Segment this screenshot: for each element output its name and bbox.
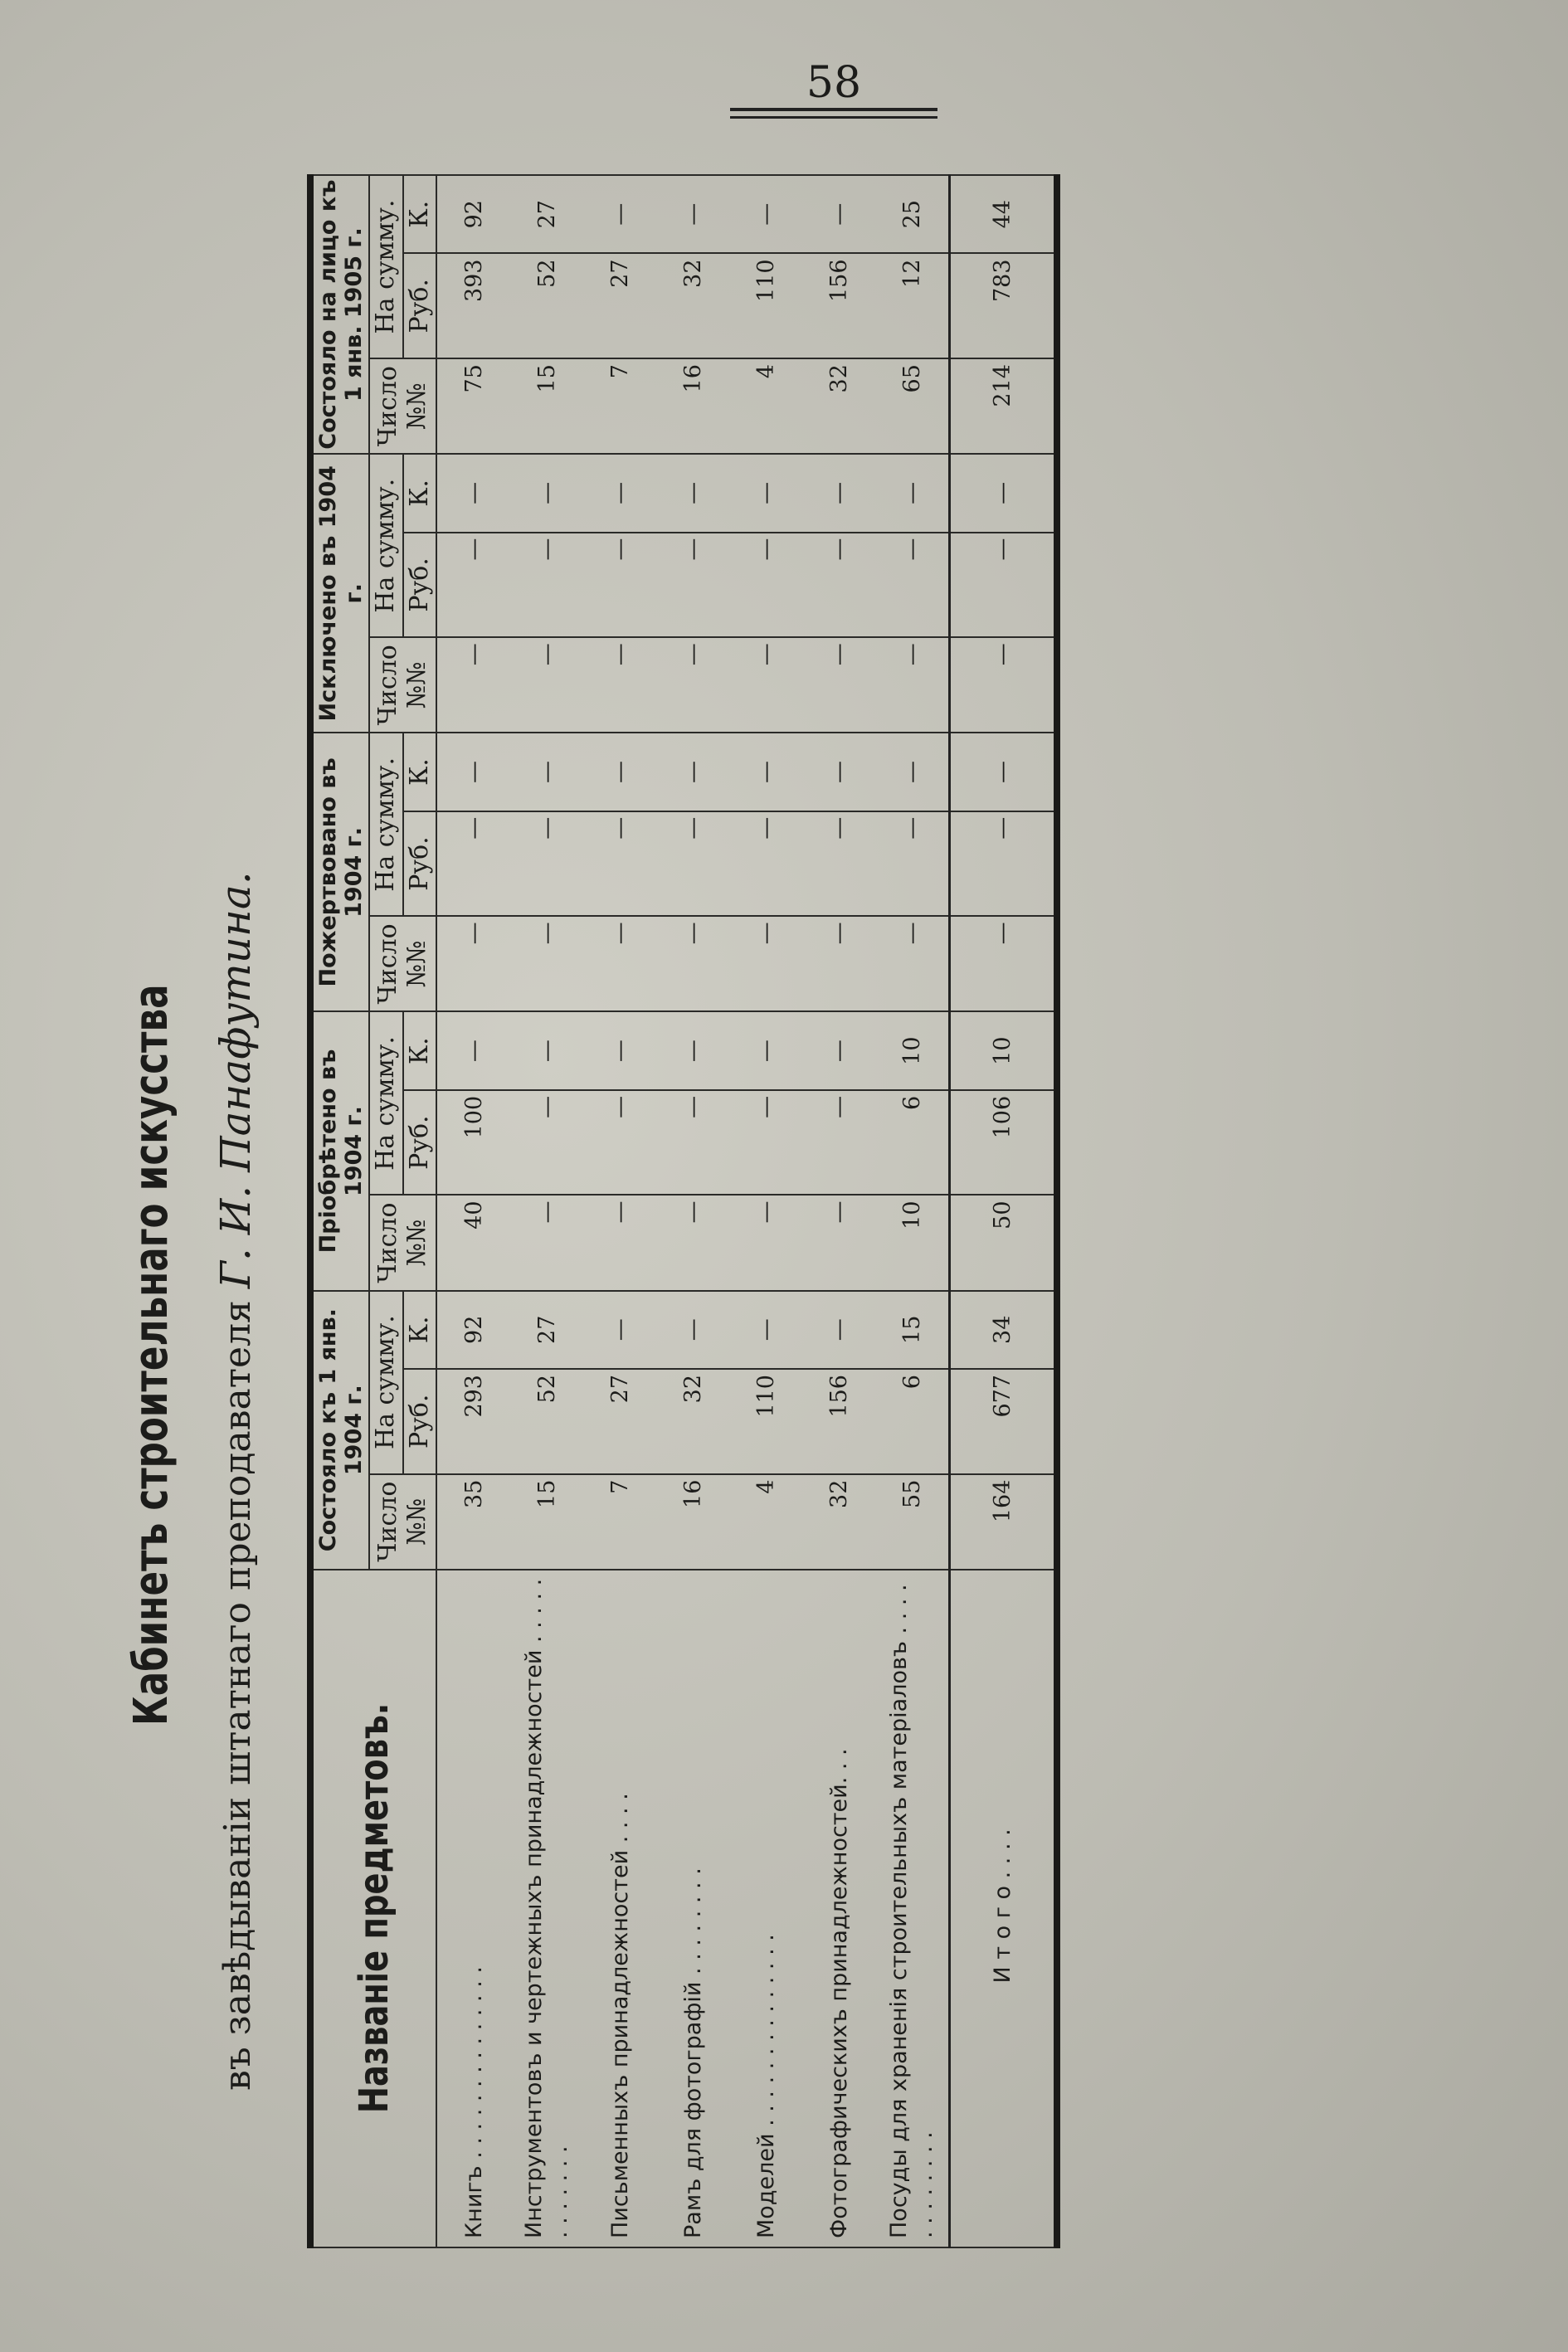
table-cell: — xyxy=(510,454,583,532)
table-cell: 110 xyxy=(729,253,802,358)
page-number-rule xyxy=(730,116,937,119)
group-header: Исключено въ 1904 г. xyxy=(310,454,369,733)
table-cell: — xyxy=(510,733,583,811)
table-cell: — xyxy=(802,454,875,532)
table-cell: — xyxy=(802,811,875,917)
table-cell: — xyxy=(436,637,510,733)
table-cell: 34 xyxy=(950,1291,1058,1369)
table-cell: — xyxy=(510,637,583,733)
table-cell: 677 xyxy=(950,1369,1058,1474)
table-cell: — xyxy=(656,916,729,1011)
table-cell: 25 xyxy=(875,175,950,253)
table-cell: 10 xyxy=(950,1011,1058,1089)
table-cell: — xyxy=(436,533,510,638)
table-cell: 32 xyxy=(656,1369,729,1474)
table-cell: 27 xyxy=(583,1369,656,1474)
table-cell: 164 xyxy=(950,1474,1058,1570)
sum-header: На сумму. xyxy=(369,454,403,637)
table-cell: — xyxy=(729,454,802,532)
table-cell: — xyxy=(436,454,510,532)
group-header: Состояло къ 1 янв. 1904 г. xyxy=(310,1291,369,1570)
table-cell: — xyxy=(950,533,1058,638)
table-cell: — xyxy=(583,916,656,1011)
table-cell: — xyxy=(656,175,729,253)
kop-header: К. xyxy=(403,454,437,532)
table-row xyxy=(510,175,583,2247)
table-cell: — xyxy=(802,1011,875,1089)
table-cell: 106 xyxy=(950,1090,1058,1195)
page-title: Кабинетъ строительнаго искусства xyxy=(124,984,178,1726)
table-cell: 52 xyxy=(510,253,583,358)
table-cell: — xyxy=(802,175,875,253)
table-cell: 15 xyxy=(875,1291,950,1369)
table-cell: — xyxy=(950,733,1058,811)
table-cell: — xyxy=(729,733,802,811)
table-cell: — xyxy=(729,533,802,638)
page-number: 58 xyxy=(806,58,862,108)
table-cell: 10 xyxy=(875,1011,950,1089)
rub-header: Руб. xyxy=(403,533,437,638)
table-cell: — xyxy=(583,175,656,253)
table-cell: — xyxy=(950,454,1058,532)
table-cell: — xyxy=(802,733,875,811)
sum-header: На сумму. xyxy=(369,175,403,358)
table-cell: — xyxy=(729,916,802,1011)
table-cell: — xyxy=(656,1195,729,1290)
page-subtitle xyxy=(212,348,260,2091)
table-cell: — xyxy=(802,916,875,1011)
table-cell: 4 xyxy=(729,1474,802,1570)
table-cell: — xyxy=(802,1090,875,1195)
table-cell: 92 xyxy=(436,175,510,253)
table-cell: 40 xyxy=(436,1195,510,1290)
table-cell: 393 xyxy=(436,253,510,358)
table-cell: — xyxy=(583,1195,656,1290)
subtitle-text: въ завѣдываніи штатнаго преподавателя xyxy=(217,1300,259,2091)
table-cell: — xyxy=(583,454,656,532)
table-cell: 16 xyxy=(656,358,729,454)
rub-header: Руб. xyxy=(403,1090,437,1195)
sum-header: На сумму. xyxy=(369,1011,403,1195)
table-cell: 7 xyxy=(583,358,656,454)
table-cell: — xyxy=(656,637,729,733)
table-cell: — xyxy=(656,1090,729,1195)
table-cell: — xyxy=(583,733,656,811)
table-cell: 4 xyxy=(729,358,802,454)
table-cell: — xyxy=(875,637,950,733)
table-cell: 293 xyxy=(436,1369,510,1474)
item-name: Моделей . . . . . . . . . . . . . . xyxy=(729,1570,802,2247)
group-header: Состояло на лицо къ 1 янв. 1905 г. xyxy=(310,175,369,454)
table-cell: — xyxy=(656,1291,729,1369)
rub-header: Руб. xyxy=(403,253,437,358)
table-cell: 55 xyxy=(875,1474,950,1570)
item-name: Книгъ . . . . . . . . . . . . . . xyxy=(436,1570,510,2247)
inventory-table xyxy=(307,174,1535,2248)
table-cell: 100 xyxy=(436,1090,510,1195)
table-cell: — xyxy=(729,1195,802,1290)
count-header: Число №№ xyxy=(369,916,436,1011)
table-row xyxy=(436,175,510,2247)
table-cell: 214 xyxy=(950,358,1058,454)
table-cell: — xyxy=(583,637,656,733)
table-cell: 32 xyxy=(802,1474,875,1570)
table-cell: 27 xyxy=(510,175,583,253)
table-cell: — xyxy=(729,1011,802,1089)
table-cell: 156 xyxy=(802,1369,875,1474)
table-cell: — xyxy=(802,1195,875,1290)
table-cell: — xyxy=(510,916,583,1011)
table-cell: 75 xyxy=(436,358,510,454)
table-cell: — xyxy=(436,1011,510,1089)
kop-header: К. xyxy=(403,733,437,811)
table-cell: 32 xyxy=(802,358,875,454)
table-cell: — xyxy=(729,811,802,917)
table-cell: 32 xyxy=(656,253,729,358)
table-cell: — xyxy=(510,1090,583,1195)
table-cell: — xyxy=(510,533,583,638)
table-cell: 52 xyxy=(510,1369,583,1474)
table-cell: — xyxy=(583,1090,656,1195)
sum-header: На сумму. xyxy=(369,1291,403,1474)
rub-header: Руб. xyxy=(403,811,437,917)
table-cell: 6 xyxy=(875,1369,950,1474)
table-cell: — xyxy=(950,811,1058,917)
table-cell: — xyxy=(875,916,950,1011)
item-name: Рамъ для фотографій . . . . . . . . xyxy=(656,1570,729,2247)
table-cell: — xyxy=(656,533,729,638)
table-cell: — xyxy=(583,1011,656,1089)
table-cell: — xyxy=(729,1090,802,1195)
count-header: Число №№ xyxy=(369,1474,436,1570)
table-cell: — xyxy=(583,811,656,917)
kop-header: К. xyxy=(403,175,437,253)
total-row xyxy=(950,175,1058,2247)
table-cell: 110 xyxy=(729,1369,802,1474)
table-row xyxy=(583,175,656,2247)
kop-header: К. xyxy=(403,1011,437,1089)
table-cell: — xyxy=(875,811,950,917)
table-cell: — xyxy=(729,637,802,733)
table-cell: 783 xyxy=(950,253,1058,358)
table-cell: — xyxy=(729,175,802,253)
table-cell: — xyxy=(656,811,729,917)
table-cell: 27 xyxy=(583,253,656,358)
table-cell: — xyxy=(656,733,729,811)
table-cell: 10 xyxy=(875,1195,950,1290)
sum-header: На сумму. xyxy=(369,733,403,916)
item-name: Фотографическихъ принадлежностей. . . xyxy=(802,1570,875,2247)
table-cell: — xyxy=(875,454,950,532)
table-cell: — xyxy=(436,811,510,917)
item-name: Инструментовъ и чертежныхъ принадлежностей . . . . . . . . . . . . xyxy=(510,1570,583,2247)
table-cell: — xyxy=(802,1291,875,1369)
table-row xyxy=(802,175,875,2247)
page-number-rule xyxy=(730,108,937,111)
table-cell: — xyxy=(583,533,656,638)
table-cell: 7 xyxy=(583,1474,656,1570)
group-header: Пріобрѣтено въ 1904 г. xyxy=(310,1011,369,1290)
table-row xyxy=(875,175,950,2247)
table-row xyxy=(729,175,802,2247)
table-cell: — xyxy=(436,916,510,1011)
table-cell: — xyxy=(583,1291,656,1369)
count-header: Число №№ xyxy=(369,1195,436,1290)
total-label: И т о г о . . . . xyxy=(950,1570,1058,2247)
table-cell: — xyxy=(950,637,1058,733)
table-cell: — xyxy=(802,637,875,733)
table-cell: 16 xyxy=(656,1474,729,1570)
table-cell: 12 xyxy=(875,253,950,358)
table-cell: — xyxy=(802,533,875,638)
table-cell: — xyxy=(510,1195,583,1290)
table-cell: — xyxy=(950,916,1058,1011)
subtitle-teacher-name: Г. И. Панафутина. xyxy=(212,871,260,1289)
table-cell: 156 xyxy=(802,253,875,358)
table-row xyxy=(656,175,729,2247)
table-cell: 35 xyxy=(436,1474,510,1570)
item-name: Письменныхъ принадлежностей . . . . xyxy=(583,1570,656,2247)
table-cell: 27 xyxy=(510,1291,583,1369)
table-cell: — xyxy=(875,533,950,638)
table-cell: 50 xyxy=(950,1195,1058,1290)
count-header: Число №№ xyxy=(369,637,436,733)
table-cell: 15 xyxy=(510,1474,583,1570)
kop-header: К. xyxy=(403,1291,437,1369)
table-cell: — xyxy=(729,1291,802,1369)
table-cell: 65 xyxy=(875,358,950,454)
table-cell: — xyxy=(510,811,583,917)
group-header: Пожертвовано въ 1904 г. xyxy=(310,733,369,1011)
table-cell: — xyxy=(656,454,729,532)
table-cell: 44 xyxy=(950,175,1058,253)
rub-header: Руб. xyxy=(403,1369,437,1474)
table-cell: — xyxy=(875,733,950,811)
table-cell: — xyxy=(436,733,510,811)
count-header: Число №№ xyxy=(369,358,436,454)
table-cell: 92 xyxy=(436,1291,510,1369)
name-column-header: Названіе предметовъ. xyxy=(310,1570,436,2247)
item-name: Посуды для храненія строительныхъ матеріаловъ . . . . . . . . . . . . xyxy=(875,1570,950,2247)
table-cell: 15 xyxy=(510,358,583,454)
table-cell: — xyxy=(656,1011,729,1089)
table-cell: 6 xyxy=(875,1090,950,1195)
table-cell: — xyxy=(510,1011,583,1089)
